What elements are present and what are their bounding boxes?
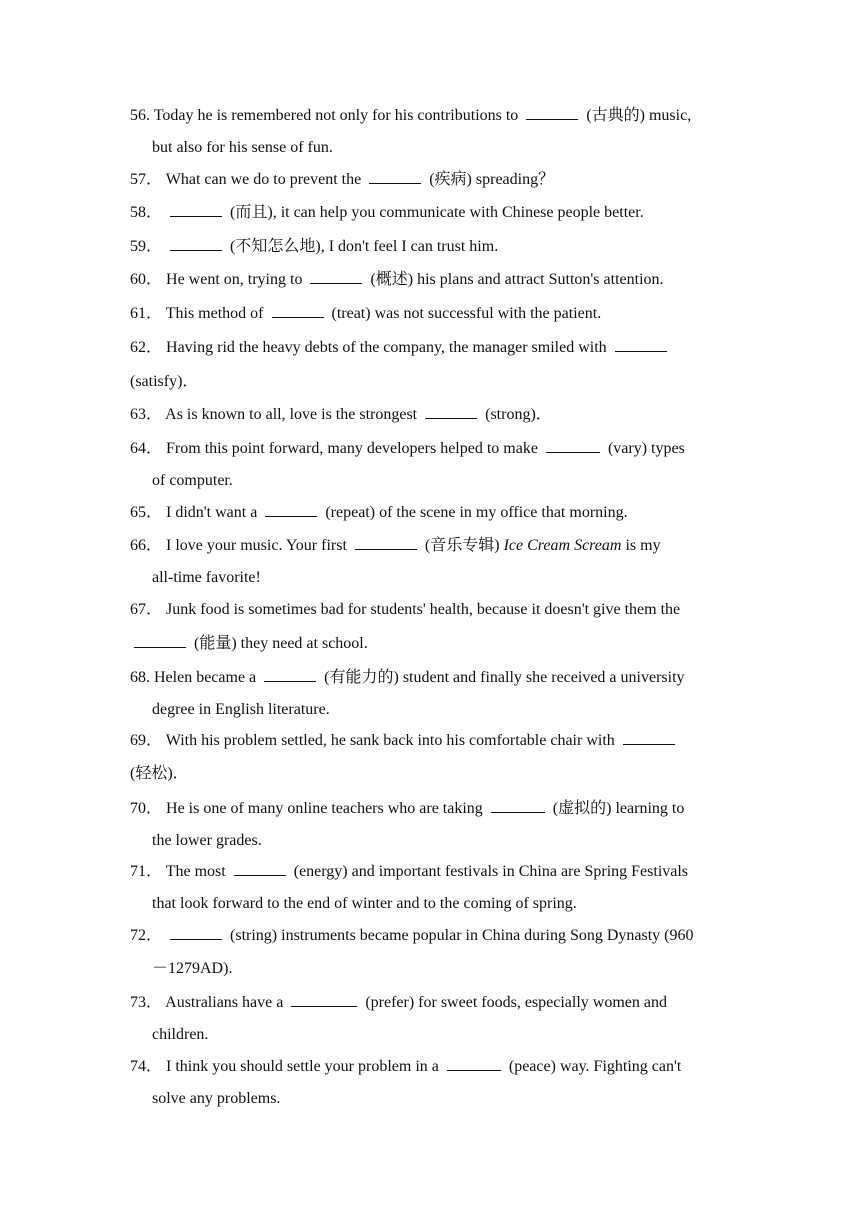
answer-blank[interactable] (615, 337, 667, 352)
question-70-continuation: the lower grades. (152, 832, 262, 849)
question-number: 57． (130, 171, 163, 188)
question-58 (130, 197, 730, 229)
question-56-continuation: but also for his sense of fun. (152, 139, 333, 156)
question-number: 64． (130, 440, 163, 457)
answer-blank[interactable] (447, 1056, 501, 1071)
question-text: The most (165, 863, 226, 880)
question-text-after: way. Fighting can't (559, 1058, 682, 1075)
question-69-continuation: (轻松)． (130, 765, 189, 782)
hint-word: (prefer) (365, 994, 415, 1011)
question-text: From this point forward, many developers helped to make (166, 440, 538, 457)
question-number: 69． (130, 732, 163, 749)
question-text: I think you should settle your problem in a (166, 1058, 439, 1075)
question-text: Having rid the heavy debts of the company, the manager smiled with (166, 339, 607, 356)
hint-word: (string) (230, 927, 278, 944)
question-text: He went on, trying to (166, 271, 303, 288)
question-68 (130, 662, 730, 694)
question-65 (130, 497, 730, 529)
answer-blank[interactable] (170, 925, 222, 940)
question-number: 61． (130, 305, 163, 322)
question-text: Australians have a (165, 994, 284, 1011)
question-62-continuation: (satisfy)． (130, 373, 199, 390)
question-text-after: student and finally she received a university (402, 669, 685, 686)
hint-word: (概述) (370, 271, 414, 288)
answer-blank[interactable] (170, 236, 222, 251)
question-text: This method of (165, 305, 264, 322)
answer-blank[interactable] (264, 667, 316, 682)
question-69 (130, 725, 730, 757)
hint-word: (虚拟的) (552, 800, 612, 817)
answer-blank[interactable] (623, 730, 675, 745)
hint-word: (有能力的) (324, 669, 399, 686)
question-number: 59． (130, 238, 163, 255)
question-text: I didn't want a (166, 504, 258, 521)
hint-word: (能量) (194, 635, 237, 652)
question-64 (130, 433, 730, 465)
question-74 (130, 1051, 730, 1083)
answer-blank[interactable] (546, 438, 600, 453)
question-text-after: was not successful with the patient. (374, 305, 602, 322)
hint-word: (treat) (331, 305, 371, 322)
question-number: 56. (130, 107, 150, 124)
question-text: As is known to all, love is the strongest (165, 406, 418, 423)
question-62 (130, 332, 730, 364)
question-text-after: spreading？ (475, 171, 555, 188)
hint-word: (strong)． (485, 406, 552, 423)
hint-word: (古典的) (586, 107, 645, 124)
question-text-after: is my (625, 537, 661, 554)
question-number: 72． (130, 927, 163, 944)
hint-word: (peace) (508, 1058, 556, 1075)
question-number: 73． (130, 994, 163, 1011)
question-60 (130, 264, 730, 296)
question-59 (130, 231, 730, 263)
question-number: 74． (130, 1058, 163, 1075)
question-72 (130, 920, 730, 952)
question-number: 68. (130, 669, 150, 686)
question-text: I love your music. Your first (166, 537, 347, 554)
hint-word: (而且) (230, 204, 273, 221)
question-text: He is one of many online teachers who are taking (166, 800, 483, 817)
question-text-after: they need at school. (240, 635, 368, 652)
question-text-after: , it can help you communicate with Chinese people better. (272, 204, 644, 221)
question-number: 65． (130, 504, 163, 521)
answer-blank[interactable] (291, 992, 357, 1007)
question-number: 71． (130, 863, 163, 880)
question-66-continuation: all-time favorite! (152, 569, 261, 586)
question-number: 70． (130, 800, 163, 817)
hint-word: (疾病) (429, 171, 472, 188)
question-text: Today he is remembered not only for his contributions to (153, 107, 519, 124)
question-74-continuation: solve any problems. (152, 1090, 281, 1107)
question-70 (130, 793, 730, 825)
question-text: With his problem settled, he sank back into his comfortable chair with (165, 732, 615, 749)
question-number: 58． (130, 204, 163, 221)
question-number: 67． (130, 601, 163, 618)
answer-blank[interactable] (369, 169, 421, 184)
question-number: 60． (130, 271, 163, 288)
hint-word: (vary) (607, 440, 648, 457)
answer-blank[interactable] (134, 633, 186, 648)
question-66 (130, 530, 730, 562)
question-text-after: his plans and attract Sutton's attention. (417, 271, 664, 288)
question-text-after: of the scene in my office that morning. (379, 504, 628, 521)
answer-blank[interactable] (170, 202, 222, 217)
hint-word: (repeat) (325, 504, 376, 521)
question-text-after: learning to (615, 800, 685, 817)
question-number: 63． (130, 406, 163, 423)
question-71-continuation: that look forward to the end of winter and to the coming of spring. (152, 895, 577, 912)
hint-word: (不知怎么地) (230, 238, 321, 255)
hint-word: (音乐专辑) (424, 537, 500, 554)
hint-word: (energy) (293, 863, 348, 880)
question-text-after: for sweet foods, especially women and (418, 994, 667, 1011)
question-72-continuation: －1279AD). (152, 960, 233, 977)
question-73 (130, 987, 730, 1019)
question-text-after: and important festivals in China are Spring Festivals (351, 863, 689, 880)
question-text-after: instruments became popular in China during Song Dynasty (960 (281, 927, 694, 944)
answer-blank[interactable] (526, 105, 578, 120)
answer-blank[interactable] (355, 535, 417, 550)
answer-blank[interactable] (234, 861, 286, 876)
album-title: Ice Cream Scream (503, 537, 622, 554)
question-67-continuation (130, 628, 368, 660)
question-63 (130, 399, 730, 431)
question-61 (130, 298, 730, 330)
question-text-after: , I don't feel I can trust him. (320, 238, 499, 255)
question-text-after: types (651, 440, 685, 457)
question-71 (130, 856, 730, 888)
question-text: Helen became a (154, 669, 257, 686)
question-64-continuation: of computer. (152, 472, 233, 489)
answer-blank[interactable] (425, 404, 477, 419)
question-57 (130, 164, 730, 196)
answer-blank[interactable] (310, 269, 362, 284)
question-number: 62． (130, 339, 163, 356)
question-68-continuation: degree in English literature. (152, 701, 330, 718)
answer-blank[interactable] (272, 303, 324, 318)
question-73-continuation: children. (152, 1026, 209, 1043)
question-text-after: music, (648, 107, 692, 124)
question-text: Junk food is sometimes bad for students' health, because it doesn't give them the (166, 601, 681, 618)
answer-blank[interactable] (265, 502, 317, 517)
answer-blank[interactable] (491, 798, 545, 813)
question-56 (130, 100, 730, 132)
question-67 (130, 594, 730, 626)
question-number: 66． (130, 537, 163, 554)
question-text: What can we do to prevent the (165, 171, 362, 188)
